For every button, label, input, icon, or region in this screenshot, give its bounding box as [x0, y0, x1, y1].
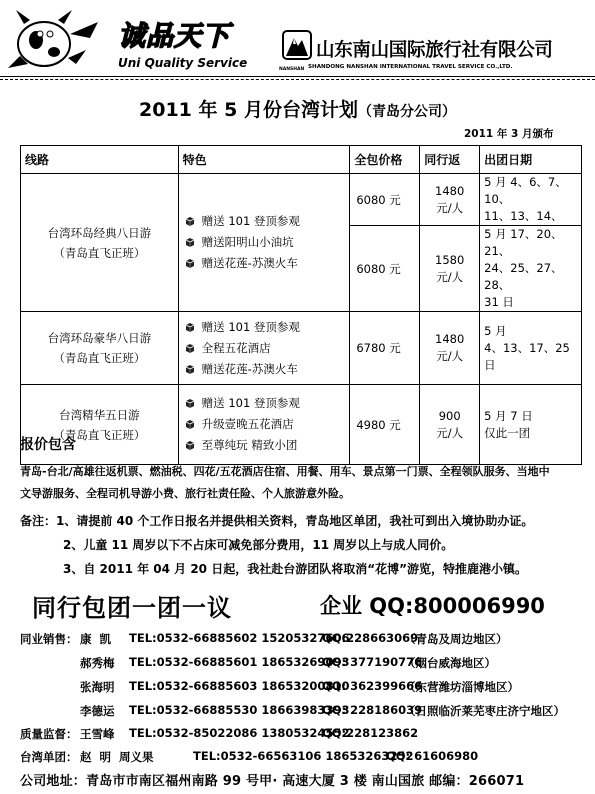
tour-table	[20, 145, 582, 465]
price-cell: 6080 元	[350, 174, 420, 226]
note-3: 3、自 2011 年 04 月 20 日起，我社赴台游团队将取消“花博”游览，特推鹿港小镇。	[63, 562, 527, 576]
bullet-icon	[185, 254, 195, 264]
table-row	[21, 312, 582, 385]
peer-rebate-cell: 1480 元/人	[420, 312, 480, 385]
contact-qq: QQ: 377190776	[322, 655, 423, 669]
feature-item: 赠送 101 登顶参观	[185, 211, 350, 232]
contact-region: （烟台威海地区）	[404, 656, 496, 670]
contact-tel: TEL:0532-85022086 13805324552	[129, 726, 350, 740]
company-address: 公司地址：青岛市市南区福州南路 99 号甲· 高速大厦 3 楼 南山国旅 邮编：266071	[20, 774, 525, 789]
contact-region: （青岛及周边地区）	[404, 632, 508, 646]
note-1: 备注：1、请提前 40 个工作日报名并提供相关资料，青岛地区单团，我社可到出入境协助办证。	[20, 514, 534, 528]
column-header: 同行返	[420, 146, 480, 174]
contact-name: 张海明	[80, 680, 115, 694]
slogan: 同行包团一团一议	[32, 594, 232, 622]
contact-tel: TEL:0532-66885603 18653200810	[129, 679, 350, 693]
brand-name: 诚品天下	[118, 21, 230, 52]
column-header: 出团日期	[480, 146, 582, 174]
header-divider	[0, 76, 595, 77]
contact-qq: QQ:228663069	[322, 631, 419, 645]
feature-item: 至尊纯玩 精致小团	[185, 435, 350, 456]
contact-region: （东营潍坊淄博地区）	[404, 680, 519, 694]
contact-name: 李德运	[80, 704, 115, 718]
features-cell	[178, 174, 350, 312]
price-cell: 6780 元	[350, 312, 420, 385]
page-title	[0, 95, 595, 122]
feature-item: 赠送花莲-苏澳火车	[185, 359, 350, 380]
column-header: 线路	[21, 146, 179, 174]
contact-tel: TEL:0532-66885601 18653269093	[129, 655, 350, 669]
issue-date: 2011 年 3 月颁布	[464, 128, 554, 140]
agency-name-en: SHANDONG NANSHAN INTERNATIONAL TRAVEL SERVICE CO.,LTD.	[308, 64, 513, 70]
note-2: 2、儿童 11 周岁以下不占床可减免部分费用，11 周岁以上与成人同价。	[63, 538, 454, 552]
includes-heading: 报价包含	[20, 437, 76, 453]
route-cell	[21, 174, 179, 312]
feature-item: 升级壹晚五花酒店	[185, 414, 350, 435]
dates-cell: 5 月 17、20、21、 24、25、27、28、 31 日	[480, 226, 582, 312]
contact-qq: QQ: 362399666	[322, 679, 423, 693]
logo-caption: NANSHAN	[279, 67, 305, 72]
contact-label: 质量监督：	[20, 727, 78, 741]
feature-item: 赠送 101 登顶参观	[185, 393, 350, 414]
bullet-icon	[185, 212, 195, 222]
contact-label: 台湾单团：	[20, 750, 78, 764]
bullet-icon	[185, 436, 195, 446]
contact-qq: QQ: 228186039	[322, 703, 423, 717]
route-name: 台湾环岛经典八日游	[47, 225, 152, 240]
table-row	[21, 385, 582, 465]
bullet-icon	[185, 394, 195, 404]
contact-qq: QQ: 61606980	[386, 749, 479, 763]
agency-name: 山东南山国际旅行社有限公司	[316, 40, 553, 61]
contact-tel: TEL:0532-66885602 15205327606	[129, 631, 350, 645]
dates-cell: 5 月 7 日 仅此一团	[480, 385, 582, 465]
route-name: 台湾环岛豪华八日游	[47, 331, 152, 345]
column-header: 特色	[178, 146, 350, 174]
contact-tel: TEL:0532-66563106 18653263252	[193, 749, 414, 763]
contact-tel: TEL:0532-66885530 18663983393	[129, 703, 350, 717]
features-cell	[178, 312, 350, 385]
contact-name: 康 凯	[80, 632, 112, 646]
nanshan-logo-icon	[282, 30, 312, 68]
contact-label: 同业销售：	[20, 632, 78, 646]
price-cell: 4980 元	[350, 385, 420, 465]
peer-rebate-cell: 900 元/人	[420, 385, 480, 465]
brand-slogan: Uni Quality Service	[118, 56, 248, 70]
route-sub: （青岛直飞正班）	[53, 245, 146, 260]
bullet-icon	[185, 233, 195, 243]
route-cell	[21, 312, 179, 385]
bullet-icon	[185, 415, 195, 425]
contact-region: （日照临沂莱芜枣庄济宁地区）	[404, 704, 565, 718]
price-cell: 6080 元	[350, 226, 420, 312]
bullet-icon	[185, 318, 195, 328]
enterprise-qq: 企业 QQ:800006990	[320, 594, 545, 618]
contact-name: 郝秀梅	[80, 656, 115, 670]
includes-text: 青岛-台北/高雄往返机票、燃油税、四花/五花酒店住宿、用餐、用车、景点第一门票、全程领队服务、当地中 文导游服务、全程司机导游小费、旅行社责任险、个人旅游意外险。	[20, 465, 550, 500]
peer-rebate-cell: 1480 元/人	[420, 174, 480, 226]
bullet-icon	[185, 339, 195, 349]
route-sub: （青岛直飞正班）	[53, 351, 146, 365]
contact-name: 王雪峰	[80, 727, 115, 741]
title-sub: （青岛分公司）	[357, 104, 456, 120]
contact-name: 赵 明 周义果	[80, 750, 154, 764]
column-header: 全包价格	[350, 146, 420, 174]
dates-cell: 5 月 4、13、17、25 日	[480, 312, 582, 385]
bullet-icon	[185, 360, 195, 370]
feature-item: 赠送花莲-苏澳火车	[185, 253, 350, 274]
peer-rebate-cell: 1580 元/人	[420, 226, 480, 312]
features-cell	[178, 385, 350, 465]
title-main: 2011 年 5 月份台湾计划	[139, 99, 358, 121]
table-header-row	[21, 146, 582, 174]
feature-item: 赠送阳明山小油坑	[185, 232, 350, 253]
contact-qq: QQ:228123862	[322, 726, 419, 740]
dates-cell: 5 月 4、6、7、10、 11、13、14、	[480, 174, 582, 226]
table-row	[21, 174, 582, 226]
feature-item: 全程五花酒店	[185, 338, 350, 359]
route-name: 台湾精华五日游	[59, 407, 140, 422]
feature-item: 赠送 101 登顶参观	[185, 317, 350, 338]
header-divider-dashed	[0, 79, 595, 80]
route-sub: （青岛直飞正班）	[53, 427, 146, 442]
